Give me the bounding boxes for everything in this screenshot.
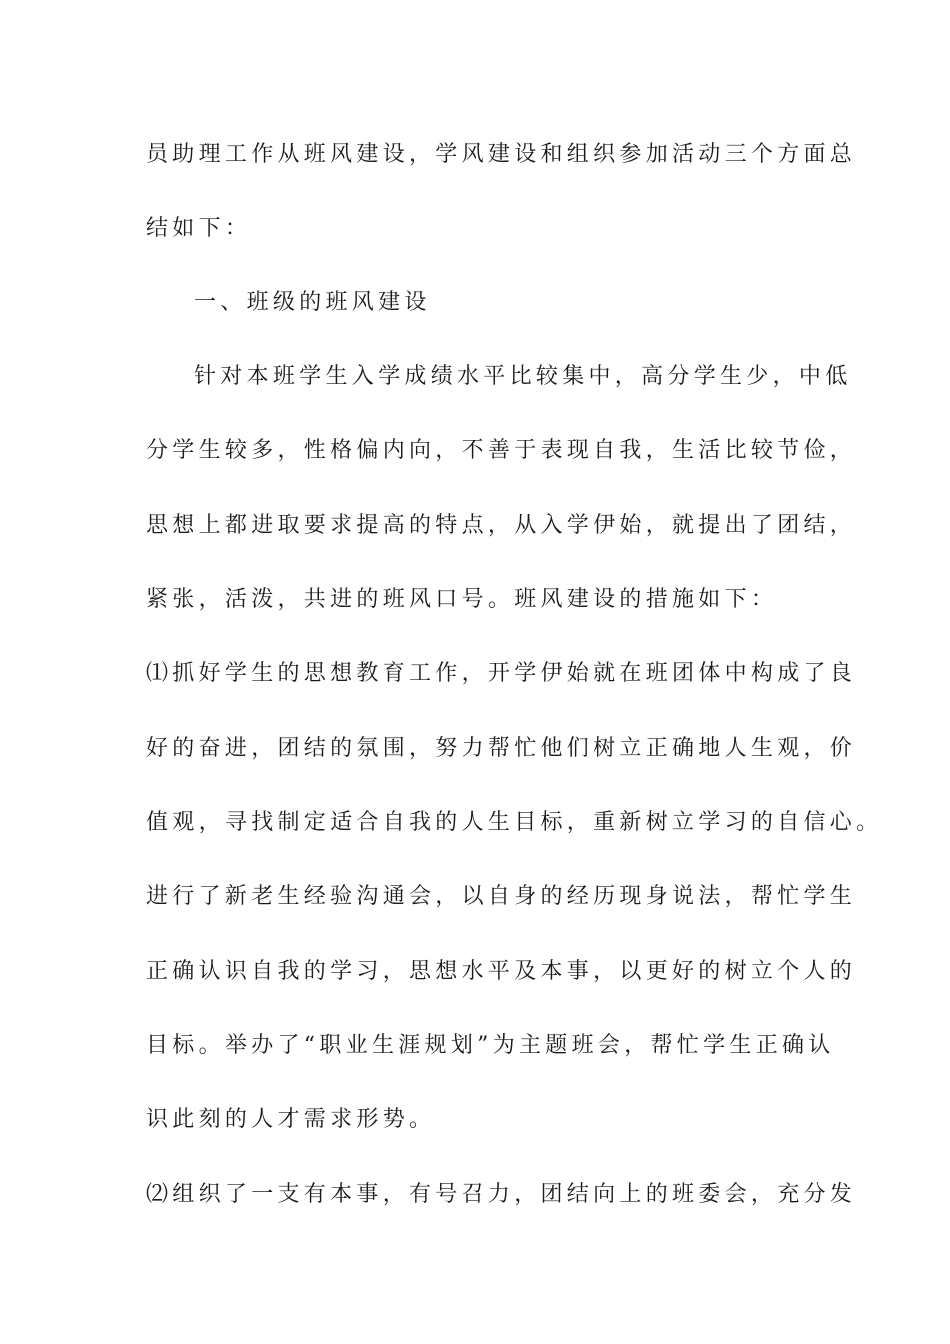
text-line: 值观，寻找制定适合自我的人生目标，重新树立学习的自信心。 xyxy=(146,810,883,835)
list-item: ⑵组织了一支有本事，有号召力，团结向上的班委会，充分发 xyxy=(146,1182,857,1207)
text-line: 进行了新老生经验沟通会，以自身的经历现身说法，帮忙学生 xyxy=(146,884,857,909)
text-line: 正确认识自我的学习，思想水平及本事，以更好的树立个人的 xyxy=(146,959,857,984)
text-line: 员助理工作从班风建设，学风建设和组织参加活动三个方面总 xyxy=(146,142,857,167)
text-line: 目标。举办了“职业生涯规划”为主题班会，帮忙学生正确认 xyxy=(146,1033,835,1058)
list-item: ⑴抓好学生的思想教育工作，开学伊始就在班团体中构成了良 xyxy=(146,661,857,686)
text-line: 好的奋进，团结的氛围，努力帮忙他们树立正确地人生观，价 xyxy=(146,736,857,761)
text-line: 识此刻的人才需求形势。 xyxy=(146,1107,436,1132)
text-line: 针对本班学生入学成绩水平比较集中，高分学生少，中低 xyxy=(194,364,852,389)
section-heading: 一、班级的班风建设 xyxy=(194,290,431,315)
text-line: 分学生较多，性格偏内向，不善于表现自我，生活比较节俭， xyxy=(146,438,857,463)
text-line: 思想上都进取要求提高的特点，从入学伊始，就提出了团结， xyxy=(146,513,857,538)
text-line: 结如下： xyxy=(146,216,252,241)
text-line: 紧张，活泼，共进的班风口号。班风建设的措施如下： xyxy=(146,587,778,612)
